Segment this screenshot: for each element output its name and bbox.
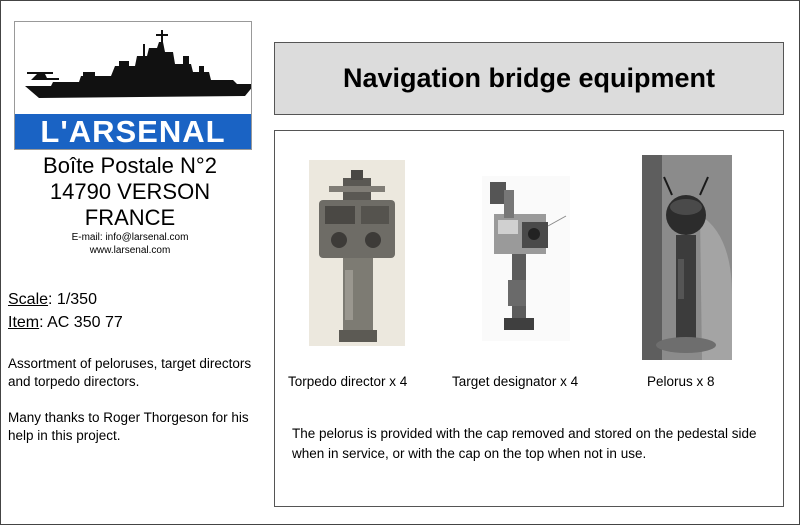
address-line-2: 14790 VERSON [49, 179, 211, 204]
address-line-3: FRANCE [84, 205, 176, 230]
item-row [8, 311, 123, 334]
warship-silhouette-icon [23, 28, 252, 108]
email-link[interactable]: E-mail: info@larsenal.com [71, 232, 189, 243]
product-spec [8, 288, 123, 334]
pelorus-photo [642, 155, 732, 360]
target-designator-caption: Target designator x 4 [452, 374, 579, 389]
scale-value: : 1/350 [48, 291, 97, 308]
torpedo-director-caption: Torpedo director x 4 [288, 374, 408, 389]
website-link[interactable]: www.larsenal.com [89, 245, 171, 256]
target-designator-photo [482, 176, 570, 341]
contact-address [10, 153, 250, 257]
torpedo-director-photo [309, 160, 405, 346]
scale-label: Scale [8, 291, 49, 308]
pelorus-caption: Pelorus x 8 [647, 374, 715, 389]
brand-name: L'ARSENAL [15, 114, 251, 149]
description-text: Assortment of peloruses, target directors and torpedo directors. [8, 356, 252, 389]
page-title: Navigation bridge equipment [274, 42, 784, 115]
item-label: Item [8, 314, 40, 331]
item-value: : AC 350 77 [39, 314, 123, 331]
address-line-1: Boîte Postale N°2 [43, 153, 217, 178]
pelorus-note: The pelorus is provided with the cap removed and stored on the pedestal side when in service, or with the cap on the top when not in use. [292, 426, 757, 461]
larsenal-logo [14, 21, 252, 150]
thanks-text: Many thanks to Roger Thorgeson for his help in this project. [8, 410, 249, 443]
scale-row [8, 288, 123, 311]
